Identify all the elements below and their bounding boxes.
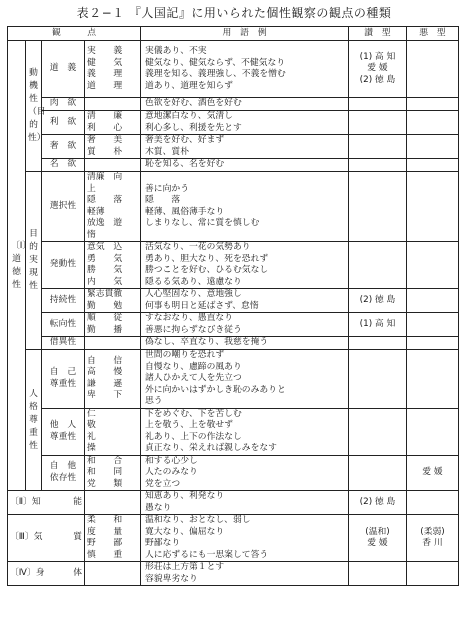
blame-cell <box>407 159 459 172</box>
praise-cell <box>349 491 407 515</box>
example-line: 愚なり <box>145 502 172 513</box>
table-row <box>8 135 459 159</box>
category-label: 選択性 <box>49 200 77 211</box>
term-cell <box>85 159 141 172</box>
term-label: 順 従 <box>87 313 123 323</box>
term-label: 健 気 <box>87 57 123 68</box>
term-label: 自 信 <box>87 355 123 366</box>
example-cell <box>141 350 349 409</box>
example-line: 自慢なり、慮蹄の風あり <box>145 361 242 372</box>
example-line: 隠 落 <box>145 195 181 205</box>
example-line: 善悪に拘らずなびき従う <box>145 324 242 335</box>
category-label: 道 義 <box>49 63 77 74</box>
term-label: 操 <box>87 443 96 453</box>
blame-cell <box>407 491 459 515</box>
term-cell <box>85 242 141 289</box>
example-cell <box>141 98 349 111</box>
table-row <box>8 289 459 313</box>
header-expression: 用 語 例 <box>141 27 349 41</box>
table-row <box>8 159 459 172</box>
term-label: 実 義 <box>87 46 123 56</box>
praise-value: (2) 徳 島 <box>359 294 396 305</box>
term-label: 内 気 <box>87 276 123 287</box>
category-cell <box>42 408 85 455</box>
category-cell <box>42 455 85 491</box>
category-label: 尊重性 <box>49 431 77 442</box>
praise-cell <box>349 135 407 159</box>
example-cell <box>141 159 349 172</box>
example-line: すなおなり、愚直なり <box>145 313 233 323</box>
example-line: 偽なし、卒直なり、我慈を掩う <box>145 337 269 348</box>
group-label: 〔Ⅳ〕身 <box>10 567 45 578</box>
term-label: 敬 <box>87 420 96 430</box>
example-line: 党を立つ <box>145 478 181 489</box>
example-cell <box>141 408 349 455</box>
praise-cell <box>349 41 407 98</box>
term-label: 和 同 <box>87 467 123 477</box>
praise-cell <box>349 562 407 586</box>
term-label: 勤 勉 <box>87 300 123 311</box>
example-line: 下をめぐむ、下を苦しむ <box>145 408 242 419</box>
praise-value: (1) 高 知 <box>359 318 396 329</box>
example-line: 実儀あり、不実 <box>145 46 207 56</box>
example-line: 活気なり、一花の気勢あり <box>145 242 251 252</box>
table-row <box>8 98 459 111</box>
term-label: 勤 播 <box>87 324 123 335</box>
example-line: 思う <box>145 396 163 406</box>
example-cell <box>141 337 349 350</box>
category-label: 利 欲 <box>49 116 77 127</box>
blame-cell <box>407 111 459 135</box>
blame-cell <box>407 172 459 242</box>
term-label: 軽薄 <box>87 206 123 217</box>
blame-cell <box>407 350 459 409</box>
group-ii-label <box>8 491 85 515</box>
example-line: 義理を知る、義理強し、不義を憎む <box>145 69 286 79</box>
praise-value: 愛 媛 <box>367 538 388 548</box>
term-label: 慎 重 <box>87 549 123 560</box>
group-label: 〔Ⅲ〕気 <box>10 532 43 543</box>
blame-value: (柔弱) <box>420 526 445 537</box>
term-cell <box>85 455 141 491</box>
term-label: 謙 遜 <box>87 378 123 389</box>
praise-cell <box>349 289 407 313</box>
term-cell <box>85 350 141 409</box>
example-line: 勝つことを好む、ひるむ気なし <box>145 265 269 275</box>
header-viewpoint: 観 点 <box>8 27 141 41</box>
subgroup-purpose-text: 目的実現性 <box>29 229 38 291</box>
term-label: 清 廉 <box>87 111 123 121</box>
praise-cell <box>349 455 407 491</box>
example-line: 利心多し、利援を先とす <box>145 122 242 133</box>
example-cell <box>141 491 349 515</box>
term-label: 野 鄙 <box>87 538 123 548</box>
praise-value: 愛 媛 <box>367 63 388 74</box>
blame-value: 愛 媛 <box>422 467 443 477</box>
term-cell <box>85 289 141 313</box>
term-cell <box>85 41 141 98</box>
category-label: 名 欲 <box>49 159 77 170</box>
table-row <box>8 350 459 409</box>
example-line: 恥を知る、名を好む <box>145 159 225 170</box>
category-label: 自 他 <box>49 461 77 472</box>
category-cell <box>42 172 85 242</box>
blame-cell <box>407 289 459 313</box>
example-cell <box>141 313 349 337</box>
blame-cell <box>407 337 459 350</box>
praise-value: (2) 徳 島 <box>359 496 396 507</box>
subgroup-personal <box>26 350 42 491</box>
example-line: 奢美を好む、好まず <box>145 135 225 145</box>
category-label: 転向性 <box>49 318 77 329</box>
example-line: 意地潔白なり、気清し <box>145 111 233 121</box>
header-blame: 悪 型 <box>407 27 459 41</box>
category-label: 奢 欲 <box>49 140 77 151</box>
example-cell <box>141 455 349 491</box>
praise-cell <box>349 98 407 111</box>
table-row <box>8 41 459 98</box>
example-line: 何事も明日と延ばさず、怠惰 <box>145 300 259 311</box>
example-line: 人心堅固なり、意地強し <box>145 289 242 299</box>
example-line: 世間の嘲りを恐れず <box>145 350 225 360</box>
term-label: 清廉 向 上 <box>87 172 132 194</box>
term-label: 礼 <box>87 431 96 442</box>
table-title: 表２−１ 『人国記』に用いられた個性観察の観点の種類 <box>76 6 392 20</box>
term-label: 勝 気 <box>87 265 123 275</box>
example-line: 色欲を好む、酒色を好む <box>145 98 242 109</box>
table-row <box>8 455 459 491</box>
term-cell <box>85 491 141 515</box>
category-cell <box>42 135 85 159</box>
example-line: 諸人ひかえて人を先立つ <box>145 373 242 383</box>
term-label: 道 理 <box>87 80 123 91</box>
term-cell <box>85 135 141 159</box>
subgroup-motive-text: 動機性（目的性） <box>28 68 46 143</box>
term-cell <box>85 172 141 242</box>
example-line: 道あり、道理を知らず <box>145 80 233 91</box>
category-label: 依存性 <box>49 472 77 483</box>
category-cell <box>42 350 85 409</box>
example-line: 人たのみなり <box>145 467 198 477</box>
example-line: しまりなし、常に質を慎しむ <box>145 218 260 228</box>
term-cell <box>85 111 141 135</box>
example-cell <box>141 135 349 159</box>
term-label: 利 心 <box>87 122 123 133</box>
blame-cell <box>407 562 459 586</box>
praise-cell <box>349 172 407 242</box>
blame-cell <box>407 515 459 562</box>
term-label: 放逸 遊 惰 <box>87 218 132 240</box>
example-cell <box>141 111 349 135</box>
term-label: 柔 和 <box>87 515 123 525</box>
blame-cell <box>407 135 459 159</box>
table-row <box>8 111 459 135</box>
praise-value: (1) 高 知 <box>359 51 396 62</box>
example-cell <box>141 289 349 313</box>
example-cell <box>141 41 349 98</box>
example-cell <box>141 515 349 562</box>
group-iv-row <box>10 568 82 580</box>
category-cell <box>42 337 85 350</box>
term-cell <box>85 337 141 350</box>
category-label: 持続性 <box>49 294 77 305</box>
term-cell <box>85 408 141 455</box>
category-cell <box>42 159 85 172</box>
blame-cell <box>407 242 459 289</box>
group-iii-row <box>10 532 82 544</box>
table-row <box>8 172 459 242</box>
blame-cell <box>407 313 459 337</box>
category-cell <box>42 98 85 111</box>
table-row <box>8 242 459 289</box>
term-cell <box>85 98 141 111</box>
category-label: 自 己 <box>49 367 77 378</box>
category-label: 借異性 <box>49 337 77 348</box>
praise-cell <box>349 242 407 289</box>
example-line: 容貌卑劣なり <box>145 573 198 584</box>
category-cell <box>42 242 85 289</box>
example-line: 人に応ずるにも一思案して答う <box>145 549 269 560</box>
example-line: 健気なり、健気ならず、不健気なり <box>145 57 286 68</box>
group-i-label <box>8 41 32 491</box>
example-line: 善に向かう <box>145 183 189 194</box>
term-label: 意気 込 <box>87 242 123 252</box>
header-praise: 讃 型 <box>349 27 407 41</box>
example-line: 隠るる気あり、遠慮なり <box>145 276 242 287</box>
praise-cell <box>349 408 407 455</box>
example-line: 和する心少し <box>145 455 198 466</box>
example-line: 知恵あり、利発なり <box>145 491 225 501</box>
example-cell <box>141 242 349 289</box>
blame-cell <box>407 408 459 455</box>
group-iv-label <box>8 562 85 586</box>
term-label: 仁 <box>87 408 96 419</box>
header-row <box>8 27 459 41</box>
praise-value: (温和) <box>365 526 390 537</box>
blame-cell <box>407 41 459 98</box>
category-label: 他 人 <box>49 420 77 430</box>
term-label: 和 合 <box>87 455 123 466</box>
example-line: 勇あり、胆大なり、死を恐れず <box>145 253 269 264</box>
category-cell <box>42 313 85 337</box>
table-row <box>8 408 459 455</box>
praise-cell <box>349 337 407 350</box>
term-label: 度 量 <box>87 526 123 537</box>
example-cell <box>141 172 349 242</box>
term-label: 奢 美 <box>87 135 123 145</box>
term-cell <box>85 515 141 562</box>
term-label: 党 類 <box>87 478 123 489</box>
subgroup-personal-text: 人格尊重性 <box>29 388 38 451</box>
example-line: 軽薄、風俗薄手なり <box>145 206 225 217</box>
category-cell <box>42 41 85 98</box>
example-line: 木質、質朴 <box>145 146 189 157</box>
example-line: 温和なり、おとなし、弱し <box>145 515 251 525</box>
table-row <box>8 515 459 562</box>
category-cell <box>42 111 85 135</box>
term-label: 隠 落 <box>87 195 123 205</box>
group-i-text: 〔Ⅰ〕道 徳 性 <box>11 240 32 290</box>
category-cell <box>42 289 85 313</box>
group-label: 〔Ⅱ〕知 <box>10 496 41 507</box>
blame-cell <box>407 455 459 491</box>
table-row <box>8 562 459 586</box>
category-label: 発動性 <box>49 259 77 270</box>
term-label: 質 朴 <box>87 146 123 157</box>
praise-cell <box>349 515 407 562</box>
term-label: 勇 気 <box>87 253 123 264</box>
term-label: 高 慢 <box>87 367 123 378</box>
praise-cell <box>349 159 407 172</box>
viewpoint-table <box>7 26 459 586</box>
term-label: 緊志貫徹 <box>87 289 123 299</box>
praise-cell <box>349 313 407 337</box>
group-term: 能 <box>73 496 82 507</box>
group-term: 質 <box>73 532 82 543</box>
blame-cell <box>407 98 459 111</box>
blame-value: 香 川 <box>422 538 443 548</box>
example-line: 礼あり、上下の作法なし <box>145 431 242 442</box>
praise-value: (2) 徳 島 <box>359 74 396 85</box>
group-iii-label <box>8 515 85 562</box>
table-body <box>8 41 459 586</box>
category-label: 尊重性 <box>49 378 77 389</box>
term-label: 義 理 <box>87 69 123 79</box>
category-label: 肉 欲 <box>49 98 77 109</box>
example-line: 上を敬う、上を敬せず <box>145 420 233 430</box>
example-line: 寛大なり、偏屈なり <box>145 526 225 537</box>
example-line: 形荘は上方第１とす <box>145 562 225 572</box>
example-line: 野鄙なり <box>145 538 181 548</box>
group-ii-row <box>10 497 82 509</box>
praise-cell <box>349 350 407 409</box>
example-cell <box>141 562 349 586</box>
praise-cell <box>349 111 407 135</box>
term-label: 卑 下 <box>87 390 123 401</box>
table-row <box>8 491 459 515</box>
term-cell <box>85 562 141 586</box>
table-row <box>8 313 459 337</box>
group-term: 体 <box>73 567 82 578</box>
term-cell <box>85 313 141 337</box>
example-line: 外に向かいはずかしき恥のみありと <box>145 384 286 395</box>
subgroup-motive <box>26 41 46 172</box>
table-row <box>8 337 459 350</box>
example-line: 貞正なり、栄えれば親しみをなす <box>145 443 277 453</box>
